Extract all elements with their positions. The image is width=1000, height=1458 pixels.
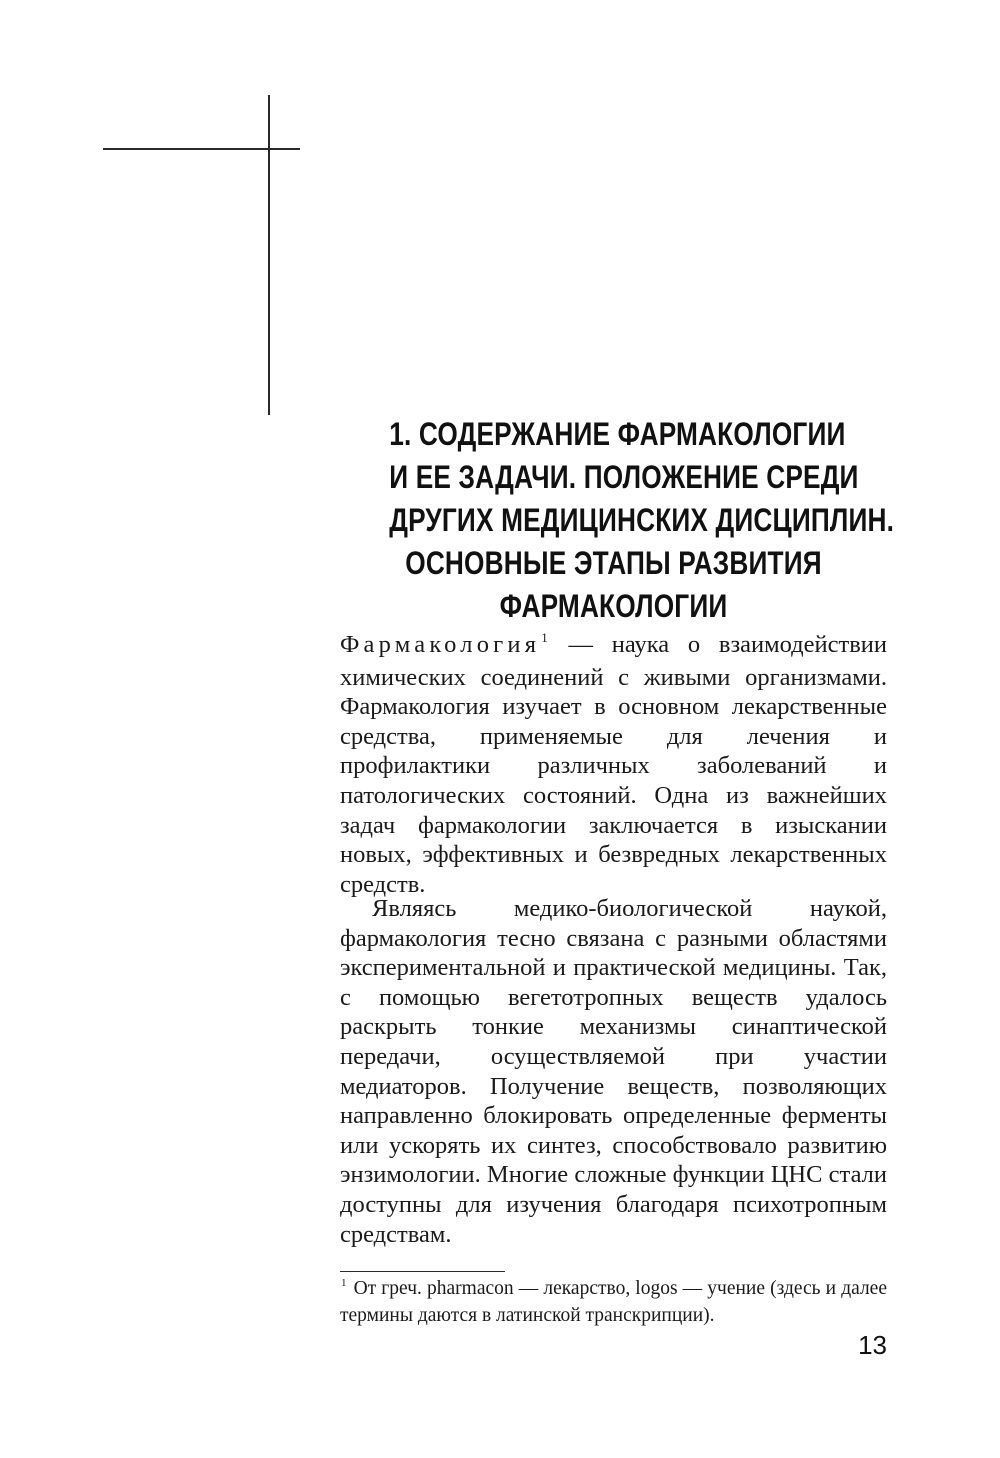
footnote-marker: 1 [341, 1277, 347, 1289]
body-paragraph-2: Являясь медико-биологической наукой, фармакология тесно связана с разными областями экспериментальной и практической медицины. Так, с помощью вегетотропных веществ удалось раскрыть тонкие механизмы синаптической передачи, осуществляемой при участии медиаторов. Получение веществ, позволяющих направленно блокировать определенные ферменты или ускорять их синтез, способствовало развитию энзимологии. Многие сложные функции ЦНС стали доступны для изучения благодаря психотропным средствам. [340, 895, 887, 1248]
chapter-heading-line: И ЕЕ ЗАДАЧИ. ПОЛОЖЕНИЕ СРЕДИ [389, 459, 859, 495]
chapter-heading-line: ДРУГИХ МЕДИЦИНСКИХ ДИСЦИПЛИН. [389, 502, 895, 538]
paragraph-text: — наука о взаимодействии химических соединений с живыми организмами. Фармакология изучает в основном лекарственные средства, применяемые для лечения и профилактики различных заболеваний и патологических состояний. Одна из важнейших задач фармакологии заключается в изыскании новых, эффективных и безвредных лекарственных средств. [340, 631, 887, 898]
emphasized-term: Фармакология [340, 631, 541, 658]
chapter-heading [340, 413, 895, 628]
chapter-heading-line: ФАРМАКОЛОГИИ [499, 588, 728, 624]
body-paragraph-1 [340, 630, 887, 899]
decorative-vertical-rule [268, 95, 270, 415]
footnote-separator [340, 1271, 505, 1272]
chapter-heading-line: ОСНОВНЫЕ ЭТАПЫ РАЗВИТИЯ [405, 545, 822, 581]
page-number: 13 [858, 1330, 887, 1360]
footnote-reference: 1 [541, 630, 548, 645]
footnote-text: От греч. pharmacon — лекарство, logos — учение (здесь и далее термины даются в латинской транскрипции). [340, 1278, 887, 1326]
decorative-horizontal-rule [103, 148, 300, 150]
chapter-heading-line: 1. СОДЕРЖАНИЕ ФАРМАКОЛОГИИ [389, 416, 846, 452]
footnote [340, 1277, 887, 1327]
